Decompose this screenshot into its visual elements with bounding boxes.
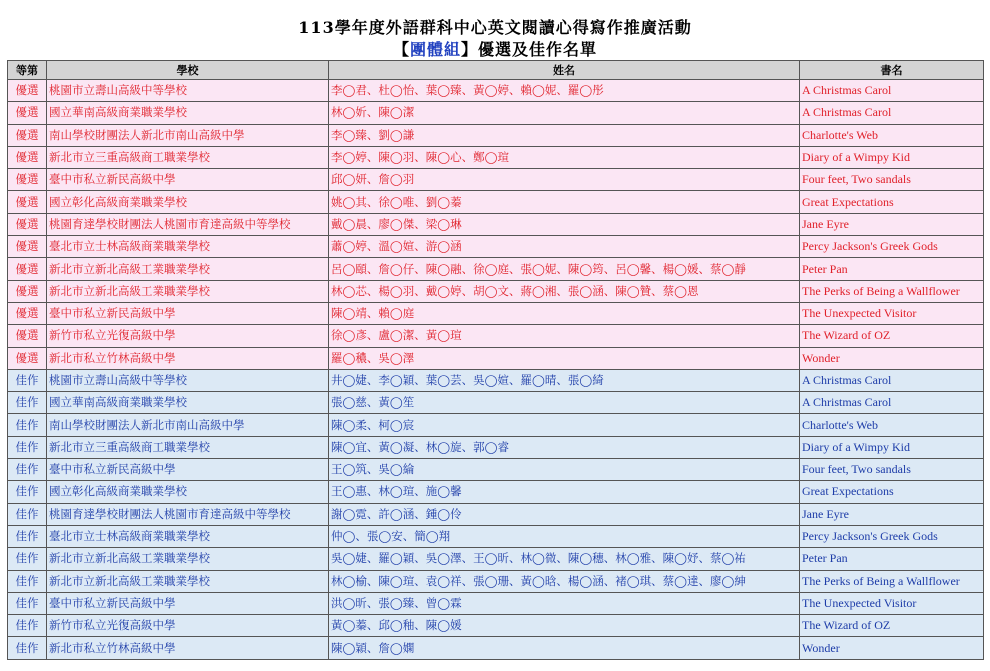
table-row — [8, 369, 984, 391]
school-cell: 國立彰化高級商業職業學校 — [47, 191, 329, 213]
school-cell: 新北市立新北高級工業職業學校 — [47, 258, 329, 280]
table-row — [8, 615, 984, 637]
names-cell: 戴◯晨、廖◯傑、梁◯琳 — [329, 213, 800, 235]
subtitle-rest: 】優選及佳作名單 — [461, 40, 598, 59]
names-cell: 李◯君、杜◯怡、葉◯臻、黃◯婷、賴◯妮、羅◯彤 — [329, 80, 800, 102]
names-cell: 王◯筑、吳◯綸 — [329, 459, 800, 481]
school-cell: 國立彰化高級商業職業學校 — [47, 481, 329, 503]
rank-cell: 佳作 — [8, 459, 47, 481]
names-cell: 林◯妡、陳◯潔 — [329, 102, 800, 124]
rank-cell: 佳作 — [8, 481, 47, 503]
table-row — [8, 258, 984, 280]
table-row — [8, 102, 984, 124]
book-cell: A Christmas Carol — [800, 369, 984, 391]
school-cell: 新北市立三重高級商工職業學校 — [47, 146, 329, 168]
table-row — [8, 392, 984, 414]
rank-cell: 佳作 — [8, 414, 47, 436]
book-cell: Great Expectations — [800, 191, 984, 213]
book-cell: The Wizard of OZ — [800, 615, 984, 637]
names-cell: 井◯婕、李◯穎、葉◯芸、吳◯媗、羅◯晴、張◯綺 — [329, 369, 800, 391]
rank-cell: 優選 — [8, 191, 47, 213]
names-cell: 謝◯霓、許◯涵、鍾◯伶 — [329, 503, 800, 525]
book-cell: Jane Eyre — [800, 503, 984, 525]
book-cell: A Christmas Carol — [800, 80, 984, 102]
school-cell: 新北市私立竹林高級中學 — [47, 347, 329, 369]
book-cell: The Unexpected Visitor — [800, 592, 984, 614]
book-cell: Wonder — [800, 347, 984, 369]
names-cell: 呂◯頤、詹◯仔、陳◯融、徐◯庭、張◯妮、陳◯筠、呂◯馨、楊◯媛、蔡◯靜 — [329, 258, 800, 280]
rank-cell: 佳作 — [8, 615, 47, 637]
school-cell: 臺中市私立新民高級中學 — [47, 302, 329, 324]
table-row — [8, 637, 984, 659]
names-cell: 陳◯柔、柯◯宸 — [329, 414, 800, 436]
school-cell: 國立華南高級商業職業學校 — [47, 392, 329, 414]
rank-cell: 佳作 — [8, 548, 47, 570]
school-cell: 桃園育達學校財團法人桃園市育達高級中等學校 — [47, 213, 329, 235]
names-cell: 張◯慈、黃◯笙 — [329, 392, 800, 414]
book-cell: Diary of a Wimpy Kid — [800, 146, 984, 168]
school-cell: 臺中市私立新民高級中學 — [47, 592, 329, 614]
names-cell: 黃◯蓁、邱◯釉、陳◯媛 — [329, 615, 800, 637]
school-cell: 新竹市私立光復高級中學 — [47, 615, 329, 637]
rank-cell: 優選 — [8, 236, 47, 258]
rank-cell: 佳作 — [8, 392, 47, 414]
header-names: 姓名 — [329, 61, 800, 80]
book-cell: Jane Eyre — [800, 213, 984, 235]
table-row — [8, 347, 984, 369]
names-cell: 邱◯妍、詹◯羽 — [329, 169, 800, 191]
rank-cell: 佳作 — [8, 637, 47, 659]
table-row — [8, 592, 984, 614]
book-cell: Four feet, Two sandals — [800, 459, 984, 481]
book-cell: The Wizard of OZ — [800, 325, 984, 347]
book-cell: Percy Jackson's Greek Gods — [800, 236, 984, 258]
school-cell: 新北市立新北高級工業職業學校 — [47, 280, 329, 302]
table-row — [8, 414, 984, 436]
names-cell: 李◯婷、陳◯羽、陳◯心、鄭◯瑄 — [329, 146, 800, 168]
names-cell: 李◯臻、劉◯謙 — [329, 124, 800, 146]
subtitle-bracket-open: 【 — [392, 40, 410, 59]
header-rank: 等第 — [8, 61, 47, 80]
names-cell: 陳◯穎、詹◯嫻 — [329, 637, 800, 659]
rank-cell: 優選 — [8, 302, 47, 324]
school-cell: 新北市立三重高級商工職業學校 — [47, 436, 329, 458]
rank-cell: 佳作 — [8, 503, 47, 525]
school-cell: 桃園育達學校財團法人桃園市育達高級中等學校 — [47, 503, 329, 525]
book-cell: The Perks of Being a Wallflower — [800, 570, 984, 592]
rank-cell: 優選 — [8, 280, 47, 302]
names-cell: 徐◯彥、盧◯潔、黃◯瑄 — [329, 325, 800, 347]
names-cell: 陳◯靖、賴◯庭 — [329, 302, 800, 324]
table-row — [8, 570, 984, 592]
table-row — [8, 280, 984, 302]
school-cell: 新北市立新北高級工業職業學校 — [47, 570, 329, 592]
book-cell: Diary of a Wimpy Kid — [800, 436, 984, 458]
school-cell: 新竹市私立光復高級中學 — [47, 325, 329, 347]
book-cell: Great Expectations — [800, 481, 984, 503]
school-cell: 南山學校財團法人新北市南山高級中學 — [47, 414, 329, 436]
table-row — [8, 325, 984, 347]
book-cell: Wonder — [800, 637, 984, 659]
rank-cell: 優選 — [8, 213, 47, 235]
names-cell: 王◯惠、林◯瑄、施◯馨 — [329, 481, 800, 503]
names-cell: 吳◯婕、羅◯穎、吳◯澤、王◯昕、林◯微、陳◯穗、林◯雅、陳◯妤、蔡◯祐 — [329, 548, 800, 570]
rank-cell: 優選 — [8, 124, 47, 146]
page-title: 113學年度外語群科中心英文閱讀心得寫作推廣活動 — [298, 18, 692, 37]
rank-cell: 優選 — [8, 169, 47, 191]
names-cell: 蕭◯婷、溫◯媗、游◯涵 — [329, 236, 800, 258]
book-cell: A Christmas Carol — [800, 102, 984, 124]
school-cell: 桃園市立壽山高級中等學校 — [47, 369, 329, 391]
rank-cell: 優選 — [8, 102, 47, 124]
book-cell: Percy Jackson's Greek Gods — [800, 525, 984, 547]
rank-cell: 佳作 — [8, 592, 47, 614]
book-cell: Charlotte's Web — [800, 414, 984, 436]
book-cell: A Christmas Carol — [800, 392, 984, 414]
rank-cell: 佳作 — [8, 436, 47, 458]
table-row — [8, 146, 984, 168]
names-cell: 林◯榆、陳◯瑄、袁◯祥、張◯珊、黃◯晗、楊◯涵、褚◯琪、蔡◯達、廖◯紳 — [329, 570, 800, 592]
page-subtitle — [0, 37, 990, 60]
school-cell: 臺中市私立新民高級中學 — [47, 459, 329, 481]
table-row — [8, 525, 984, 547]
subtitle-group: 團體組 — [409, 40, 461, 59]
rank-cell: 佳作 — [8, 525, 47, 547]
book-cell: Peter Pan — [800, 548, 984, 570]
school-cell: 臺中市私立新民高級中學 — [47, 169, 329, 191]
names-cell: 林◯芯、楊◯羽、戴◯婷、胡◯文、蔣◯湘、張◯涵、陳◯贊、蔡◯恩 — [329, 280, 800, 302]
table-row — [8, 436, 984, 458]
names-cell: 姚◯其、徐◯唯、劉◯蓁 — [329, 191, 800, 213]
table-row — [8, 191, 984, 213]
school-cell: 新北市私立竹林高級中學 — [47, 637, 329, 659]
table-row — [8, 169, 984, 191]
rank-cell: 優選 — [8, 347, 47, 369]
school-cell: 桃園市立壽山高級中等學校 — [47, 80, 329, 102]
rank-cell: 優選 — [8, 325, 47, 347]
school-cell: 國立華南高級商業職業學校 — [47, 102, 329, 124]
header-book: 書名 — [800, 61, 984, 80]
rank-cell: 優選 — [8, 80, 47, 102]
table-body — [8, 80, 984, 660]
header-school: 學校 — [47, 61, 329, 80]
names-cell: 仲◯、張◯安、簡◯翔 — [329, 525, 800, 547]
table-row — [8, 302, 984, 324]
table-row — [8, 124, 984, 146]
rank-cell: 優選 — [8, 258, 47, 280]
school-cell: 新北市立新北高級工業職業學校 — [47, 548, 329, 570]
book-cell: Four feet, Two sandals — [800, 169, 984, 191]
book-cell: The Unexpected Visitor — [800, 302, 984, 324]
book-cell: Charlotte's Web — [800, 124, 984, 146]
table-row — [8, 548, 984, 570]
names-cell: 陳◯宜、黃◯凝、林◯旋、郭◯睿 — [329, 436, 800, 458]
rank-cell: 佳作 — [8, 570, 47, 592]
school-cell: 臺北市立士林高級商業職業學校 — [47, 525, 329, 547]
school-cell: 臺北市立士林高級商業職業學校 — [47, 236, 329, 258]
names-cell: 羅◯穠、吳◯澤 — [329, 347, 800, 369]
table-row — [8, 503, 984, 525]
school-cell: 南山學校財團法人新北市南山高級中學 — [47, 124, 329, 146]
rank-cell: 佳作 — [8, 369, 47, 391]
book-cell: Peter Pan — [800, 258, 984, 280]
rank-cell: 優選 — [8, 146, 47, 168]
table-row — [8, 213, 984, 235]
table-header-row — [8, 61, 984, 80]
table-row — [8, 459, 984, 481]
table-row — [8, 80, 984, 102]
table-row — [8, 236, 984, 258]
book-cell: The Perks of Being a Wallflower — [800, 280, 984, 302]
results-table — [7, 60, 984, 660]
table-row — [8, 481, 984, 503]
names-cell: 洪◯昕、張◯臻、曾◯霖 — [329, 592, 800, 614]
